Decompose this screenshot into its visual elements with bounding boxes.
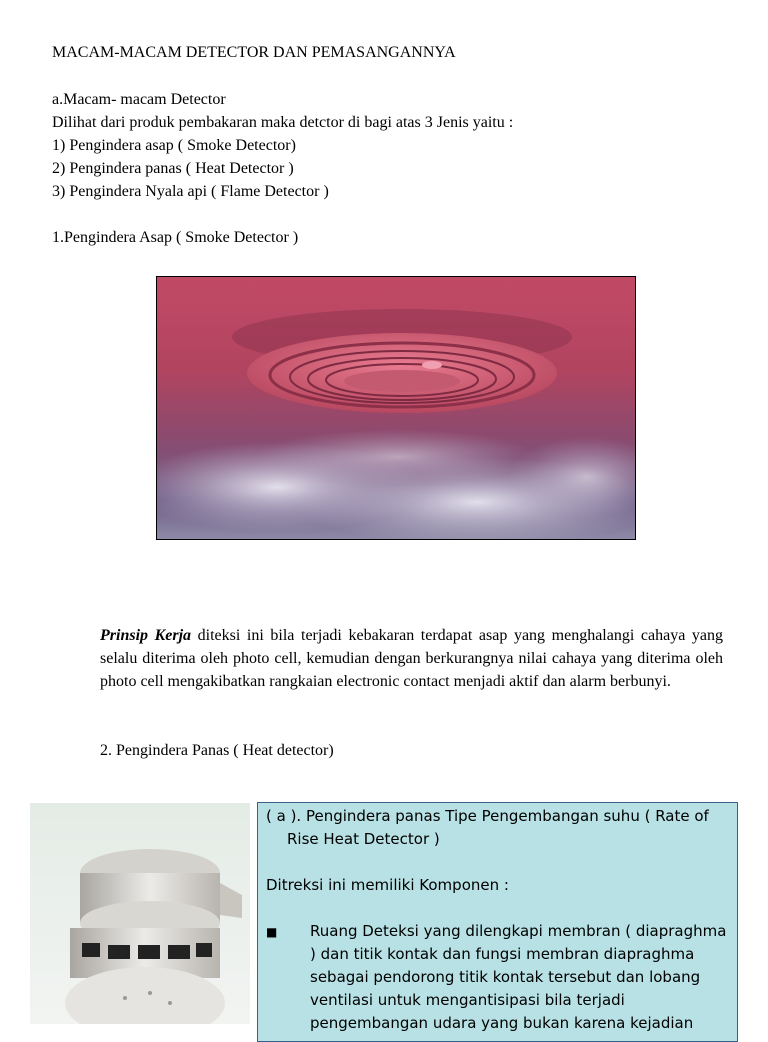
document-title: MACAM-MACAM DETECTOR DAN PEMASANGANNYA	[52, 44, 456, 61]
intro-text: Dilihat dari produk pembakaran maka detctor di bagi atas 3 Jenis yaitu :	[52, 114, 514, 131]
component-bullet-text: Ruang Deteksi yang dilengkapi membran ( diapraghma ) dan titik kontak dan fungsi membran diapraghma sebagai pendorong titik kontak tersebut dan lobang ventilasi untuk mengantisipasi bila terjadi pengembangan udara yang bukan karena kejadian	[310, 922, 727, 1032]
heat-detector-info-box	[257, 802, 738, 1042]
heat-detector-heading: 2. Pengindera Panas ( Heat detector)	[100, 742, 334, 759]
box-heading-line1: ( a ). Pengindera panas Tipe Pengembangan suhu ( Rate of	[266, 807, 709, 825]
list-item: 3) Pengindera Nyala api ( Flame Detector )	[52, 183, 329, 200]
section-a-heading: a.Macam- macam Detector	[52, 91, 226, 108]
smoke-detector-heading: 1.Pengindera Asap ( Smoke Detector )	[52, 229, 299, 246]
principle-text: diteksi ini bila terjadi kebakaran terdapat asap yang menghalangi cahaya yang selalu diterima oleh photo cell, kemudian dengan berkurangnya nilai cahaya yang diterima oleh photo cell mengakibatkan rangkaian electronic contact menjadi aktif dan alarm berbunyi.	[100, 627, 723, 690]
box-heading-line2: Rise Heat Detector )	[287, 830, 440, 848]
list-item: 2) Pengindera panas ( Heat Detector )	[52, 160, 294, 177]
smoke-detector-photo	[156, 276, 636, 540]
list-item: 1) Pengindera asap ( Smoke Detector)	[52, 137, 296, 154]
components-label: Ditreksi ini memiliki Komponen :	[266, 876, 509, 894]
principle-label: Prinsip Kerja	[100, 627, 192, 644]
heat-detector-photo	[30, 803, 250, 1024]
bullet-icon: ■	[266, 925, 278, 939]
working-principle-paragraph	[100, 624, 723, 693]
